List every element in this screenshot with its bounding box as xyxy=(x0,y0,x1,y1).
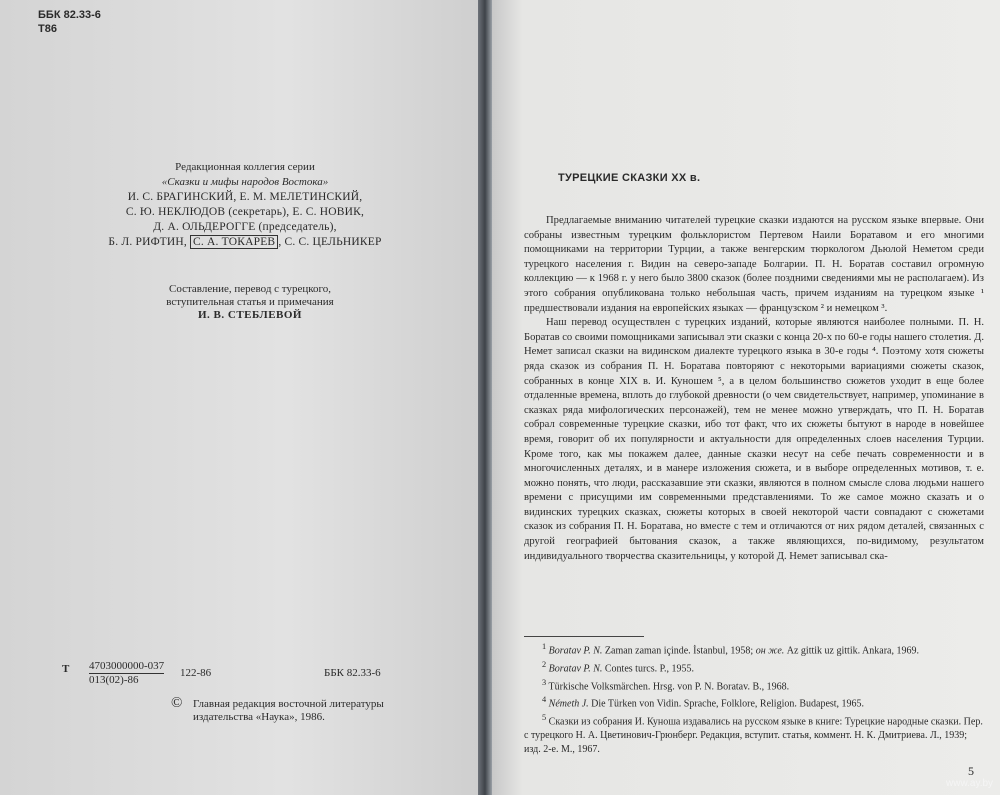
footnote-text: Zaman zaman içinde. İstanbul, 1958; xyxy=(602,645,756,657)
right-page xyxy=(492,0,1000,795)
footnote-author: Boratav P. N. xyxy=(548,645,603,657)
footnote xyxy=(524,676,984,694)
boxed-name-tokarev: С. А. ТОКАРЕВ xyxy=(190,235,278,249)
editorial-board xyxy=(60,160,430,250)
imprint-bbk: ББК 82.33-6 xyxy=(324,667,381,679)
bbk-classification xyxy=(38,8,101,36)
chapter-title: ТУРЕЦКИЕ СКАЗКИ XX в. xyxy=(558,172,701,184)
imprint-code xyxy=(89,660,164,687)
footnote-text: Contes turcs. P., 1955. xyxy=(602,663,695,675)
footnote-text: Die Türken von Vidin. Sprache, Folklore, Religion. Budapest, 1965. xyxy=(588,698,865,710)
compiler-name: И. В. СТЕБЛЕВОЙ xyxy=(198,309,302,321)
imprint-number: 122-86 xyxy=(180,667,212,679)
board-name-riftin: Б. Л. РИФТИН, xyxy=(108,236,187,248)
body-text xyxy=(524,214,984,564)
paragraph-2: Наш перевод осуществлен с турецких изданий, которые являются наиболее полными. П. Н. Боратав со своими помощниками записывал эти сказки с конца 20-х по 60-е годы нашего столетия. Д. Немет записал сказки на видинском диалекте турецкого языка в 30-е годы ⁴. Поэтому хотя сюжеты ряда сказок из собрания П. Н. Боратава повторяют с некоторыми вариациями сюжеты сказок, собранных в конце XIX в. И. Куношем ⁵, а в целом большинство сюжетов уходит в еще более отдаленные времена, вплоть до глубокой древности (о чем свидетельствует, например, упоминание в сказках ряда мифологических персонажей), тем не менее можно утверждать, что П. Н. Боратав собрал современные турецкие сказки, ибо тот факт, что их сюжеты бытуют в народе в новейшее время, говорит об их популярности и актуальности для определенных слоев населения Турции. Кроме того, как мы покажем далее, данные сказки несут на себе печать современности и в многочисленных деталях, и в манере изложения сюжета, и в выборе определенных мотивов, т. е. можно понять, что люди, рассказавшие эти сказки, являются в полном смысле слова людьми нашего времени с присущими им современными представлениями. То же самое можно сказать и о видинских турецких сказках, сюжеты которых в своей некоторой части совпадают с сюжетами сказок из собрания П. Н. Боратава, но вместе с тем и отличаются от них рядом деталей, связанных с другой географией бытования сказок, а также являющихся, по-видимому, результатом индивидуального творчества сказительницы, у которой Д. Немет записывал ска- xyxy=(524,317,984,562)
footnote-number: 3 xyxy=(542,677,547,687)
footnote xyxy=(524,640,984,658)
imprint-code-top: 4703000000-037 xyxy=(89,660,165,672)
paragraph-1: Предлагаемые вниманию читателей турецкие сказки издаются на русском языке впервые. Они собраны известным турецким фольклористом Пертевом Наили Боратавом и его многими помощниками на территории Турции, а также венгерским тюркологом Дьюлой Неметом среди турецкого населения г. Видин на северо-западе Болгарии. П. Н. Боратав составил огромную коллекцию — к 1968 г. у него было 3800 сказок (более поздними сведениями мы не располагаем). Из этого собрания опубликована только небольшая часть, причем изданиям на турецком языке ¹ предшествовали издания на европейских языках — французском ² и немецком ³. xyxy=(524,215,984,314)
bbk-code: ББК 82.33-6 xyxy=(38,9,101,21)
board-line-3: Д. А. ОЛЬДЕРОГГЕ (председатель), xyxy=(153,221,337,233)
footnote-number: 5 xyxy=(542,713,547,723)
footnote-text-2: Az gittik uz gittik. Ankara, 1969. xyxy=(784,645,919,657)
compilation-credits xyxy=(120,283,380,322)
footnote-divider xyxy=(524,636,644,637)
board-name-tselniker: , С. С. ЦЕЛЬНИКЕР xyxy=(278,236,382,248)
publisher-info xyxy=(171,695,384,724)
footnote-text: Türkische Volksmärchen. Hrsg. von P. N. Boratav. B., 1968. xyxy=(548,680,790,692)
footnote-number: 4 xyxy=(542,695,547,705)
board-line-4 xyxy=(60,235,430,250)
footnote-number: 2 xyxy=(542,659,547,669)
footnote-author: Németh J. xyxy=(548,698,589,710)
publisher-line-2: издательства «Наука», 1986. xyxy=(193,711,325,723)
footnote-author-2: он же. xyxy=(755,645,785,657)
book-gutter xyxy=(478,0,492,795)
left-page xyxy=(0,0,478,795)
footnote xyxy=(524,711,984,756)
series-title: «Сказки и мифы народов Востока» xyxy=(161,176,329,188)
copyright-icon: © xyxy=(171,695,183,711)
board-line-1: И. С. БРАГИНСКИЙ, Е. М. МЕЛЕТИНСКИЙ, xyxy=(127,191,363,203)
footnote-number: 1 xyxy=(542,642,547,651)
footnote xyxy=(524,658,984,676)
footnote xyxy=(524,693,984,711)
compose-line-2: вступительная статья и примечания xyxy=(166,296,334,308)
footnote-text: Сказки из собрания И. Куноша издавались на русском языке в книге: Турецкие народные сказки. Пер. с турецкого Н. А. Цветинович-Грюнберг. Редакция, вступит. статья, коммент. Н. К. Дмитриева. Л., 1939; изд. 2-е. М., 1967. xyxy=(524,716,983,755)
watermark: www.ay.by xyxy=(946,778,994,789)
editorial-heading: Редакционная коллегия серии xyxy=(175,161,315,173)
footnotes xyxy=(524,640,984,756)
imprint-code-bottom: 013(02)-86 xyxy=(89,674,139,686)
compose-line-1: Составление, перевод с турецкого, xyxy=(168,283,332,295)
footnote-author: Boratav P. N. xyxy=(548,663,603,675)
publisher-line-1: Главная редакция восточной литературы xyxy=(193,698,384,710)
board-line-2: С. Ю. НЕКЛЮДОВ (секретарь), Е. С. НОВИК, xyxy=(125,206,365,218)
imprint-letter: Т xyxy=(62,663,70,675)
author-mark: Т86 xyxy=(38,23,57,35)
page-number: 5 xyxy=(968,764,974,778)
